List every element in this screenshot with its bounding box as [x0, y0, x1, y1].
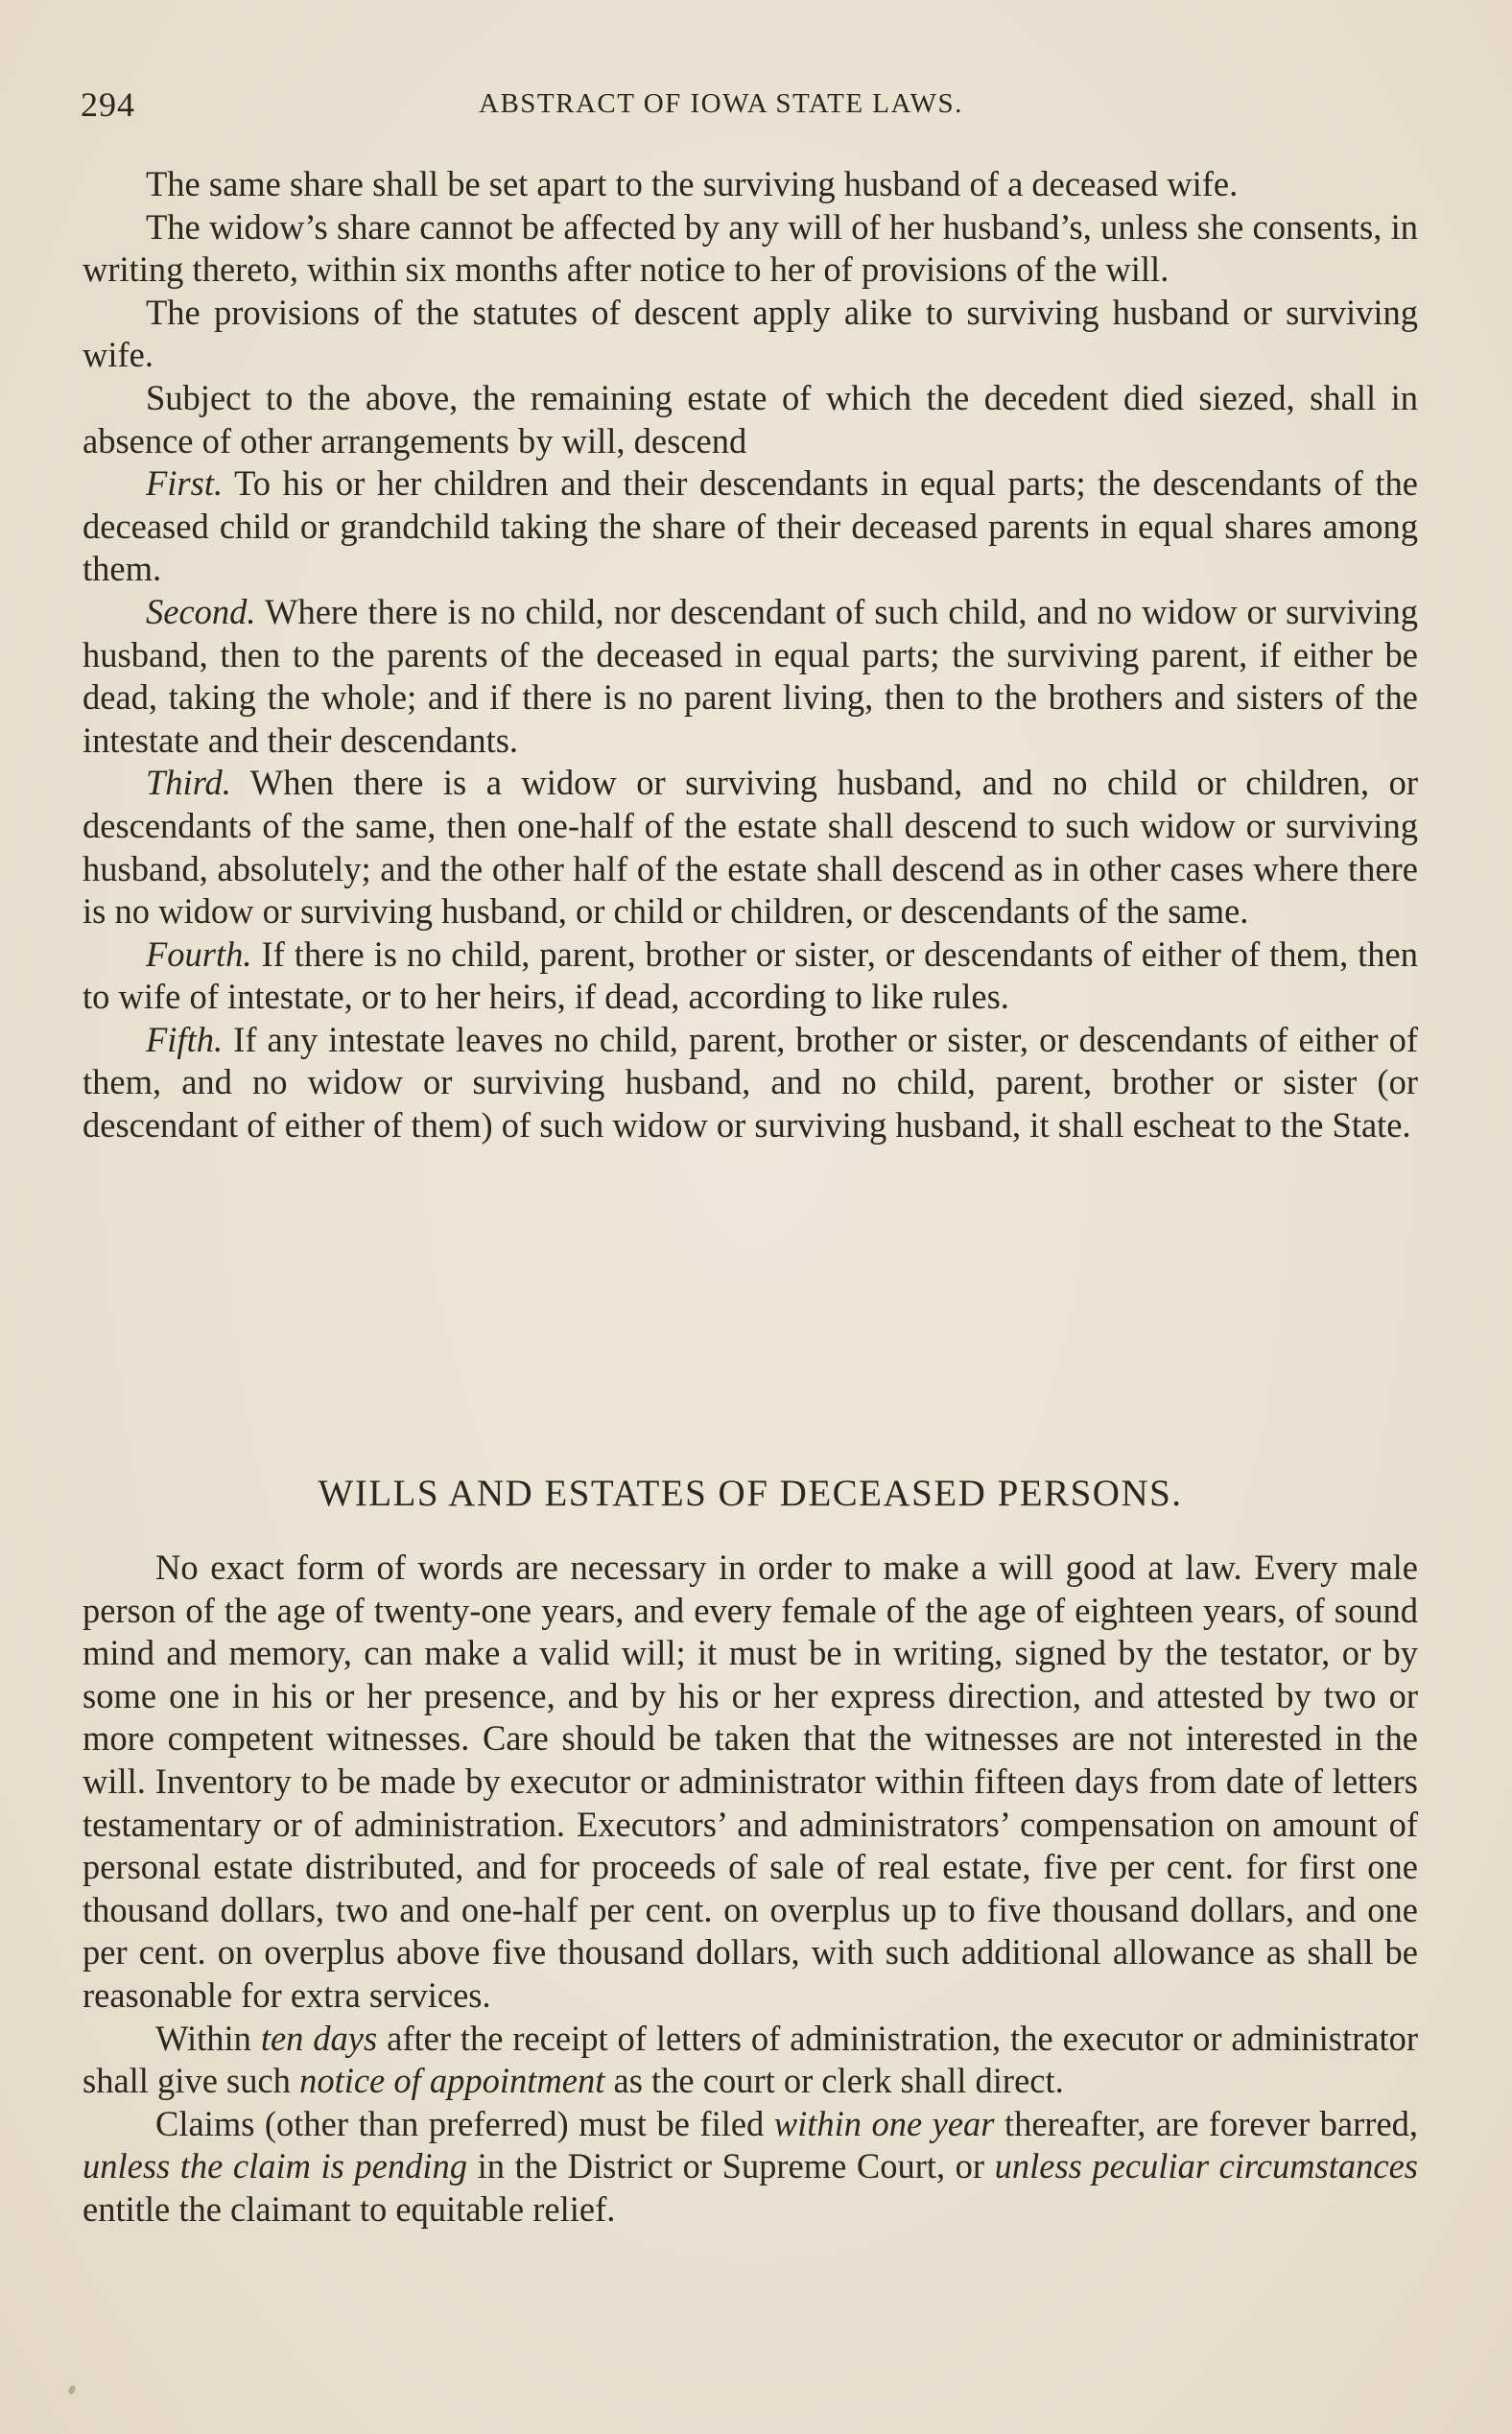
text-run: Claims (other than preferred) must be filed [155, 2103, 765, 2143]
paragraph: Subject to the above, the remaining estate of which the decedent died siezed, shall in absence of other arrangements by will, descend [83, 377, 1418, 461]
clause-label: Fourth. [146, 933, 252, 974]
page-header [81, 84, 1424, 132]
running-head: ABSTRACT OF IOWA STATE LAWS. [479, 88, 963, 119]
emphasis: unless peculiar circumstances [994, 2146, 1419, 2186]
emphasis: notice of appointment [299, 2061, 605, 2101]
text-run: as the court or clerk shall direct. [613, 2061, 1064, 2101]
text-run: thereafter, are forever barred, [1004, 2103, 1419, 2143]
clause-label: Third. [146, 763, 231, 803]
clause-text: If there is no child, parent, brother or sister, or descendants of either of them, then to wife of intestate, or to her heirs, if dead, according to like rules. [83, 933, 1419, 1017]
clause-label: First. [146, 463, 224, 504]
emphasis: ten days [260, 2018, 378, 2058]
text-run: after the receipt of letters of administration, the executor or administrator shall give such [83, 2018, 1419, 2101]
paper-speck [67, 2384, 77, 2396]
descent-section [83, 163, 1418, 1147]
emphasis: unless the claim is pending [83, 2146, 468, 2186]
clause-fifth [83, 1019, 1418, 1147]
paragraph [83, 2018, 1418, 2103]
clause-label: Fifth. [146, 1019, 224, 1059]
clause-text: If any intestate leaves no child, parent, brother or sister, or descendants of either of them, and no widow or surviving husband, and no child, parent, brother or sister (or descendant of either of them) of such widow or surviving husband, it shall escheat to the State. [83, 1019, 1418, 1146]
paragraph: No exact form of words are necessary in order to make a will good at law. Every male person of the age of twenty-one years, and every female of the age of eighteen years, of sound mind and memory, can make a valid will; it must be in writing, signed by the testator, or by some one in his or her presence, and by his or her express direction, and attested by two or more competent witnesses. Care should be taken that the witnesses are not interested in the will. Inventory to be made by executor or administrator within fifteen days from date of letters testamentary or of administration. Executors’ and administrators’ compensation on amount of personal estate distributed, and for proceeds of sale of real estate, five per cent. for first one thousand dollars, two and one-half per cent. on overplus up to five thousand dollars, and one per cent. on overplus above five thousand dollars, with such additional allowance as shall be reasonable for extra services. [83, 1548, 1418, 2015]
paragraph: The widow’s share cannot be affected by any will of her husband’s, unless she consents, in writing thereto, within six months after notice to her of provisions of the will. [83, 206, 1418, 290]
wills-section [83, 1547, 1418, 2232]
paragraph: The provisions of the statutes of descent apply alike to surviving husband or surviving wife. [83, 292, 1418, 375]
paragraph: The same share shall be set apart to the surviving husband of a deceased wife. [146, 164, 1239, 203]
clause-first [83, 462, 1418, 591]
section-heading: WILLS AND ESTATES OF DECEASED PERSONS. [318, 1473, 1183, 1514]
clause-second [83, 591, 1418, 762]
clause-fourth [83, 933, 1418, 1019]
text-run: Within [155, 2018, 251, 2058]
text-run: entitle the claimant to equitable relief. [83, 2188, 616, 2229]
clause-third [83, 762, 1418, 933]
paragraph [83, 2103, 1418, 2232]
clause-text: When there is a widow or surviving husband, and no child or children, or descendants of the same, then one-half of the estate shall descend to such widow or surviving husband, absolutely; and the other half of the estate shall descend as in other cases where there is no widow or surviving husband, or child or children, or descendants of the same. [83, 763, 1418, 932]
clause-text: Where there is no child, nor descendant of such child, and no widow or surviving husband, then to the parents of the deceased in equal parts; the surviving parent, if either be dead, taking the whole; and if there is no parent living, then to the brothers and sisters of the intestate and their descendants. [83, 591, 1418, 760]
clause-label: Second. [146, 591, 256, 631]
text-run: in the District or Supreme Court, or [477, 2146, 985, 2186]
page-number: 294 [81, 85, 135, 124]
clause-text: To his or her children and their descendants in equal parts; the descendants of the deceased child or grandchild taking the share of their deceased parents in equal shares among them. [83, 463, 1418, 589]
emphasis: within one year [773, 2103, 995, 2143]
